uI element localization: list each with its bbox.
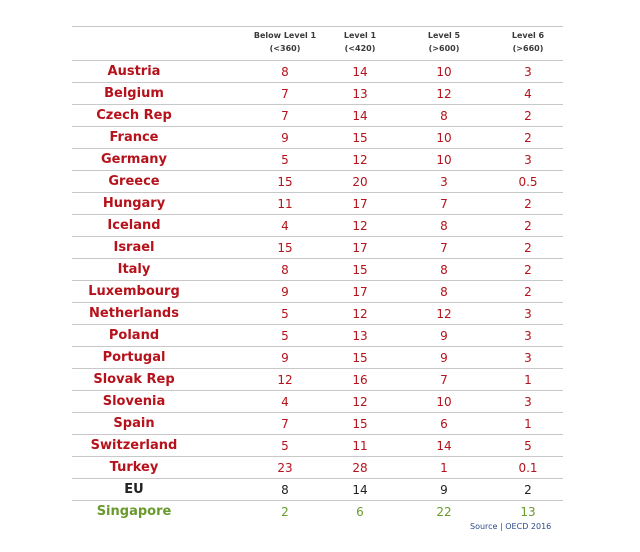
country-label: Singapore — [96, 504, 172, 519]
country-label: Spain — [113, 416, 155, 431]
value-cell: 14 — [436, 439, 452, 453]
header-sub: (>600) — [428, 44, 460, 53]
value-cell: 2 — [524, 263, 532, 277]
value-cell: 9 — [281, 351, 289, 365]
header-label: Level 1 — [343, 31, 377, 40]
country-label: Israel — [113, 240, 155, 255]
value-cell: 3 — [524, 351, 532, 365]
value-cell: 23 — [277, 461, 293, 475]
value-cell: 5 — [281, 307, 289, 321]
value-cell: 10 — [436, 65, 452, 79]
value-cell: 2 — [524, 131, 532, 145]
value-cell: 4 — [281, 395, 289, 409]
value-cell: 3 — [524, 65, 532, 79]
value-cell: 12 — [436, 307, 452, 321]
value-cell: 17 — [352, 285, 368, 299]
value-cell: 15 — [352, 417, 368, 431]
table-row — [72, 149, 563, 171]
header-sub: (>660) — [512, 44, 544, 53]
value-cell: 1 — [524, 373, 532, 387]
value-cell: 12 — [352, 307, 368, 321]
country-label: Luxembourg — [88, 284, 180, 299]
table-row — [72, 435, 563, 457]
value-cell: 3 — [524, 395, 532, 409]
value-cell: 8 — [281, 263, 289, 277]
header-label: Level 6 — [511, 31, 545, 40]
value-cell: 2 — [281, 505, 289, 519]
table-row — [72, 83, 563, 105]
value-cell: 16 — [352, 373, 368, 387]
table-row — [72, 105, 563, 127]
value-cell: 8 — [281, 65, 289, 79]
country-label: EU — [124, 482, 144, 497]
value-cell: 7 — [281, 109, 289, 123]
value-cell: 10 — [436, 395, 452, 409]
country-label: Italy — [117, 262, 151, 277]
value-cell: 5 — [281, 439, 289, 453]
value-cell: 6 — [356, 505, 364, 519]
value-cell: 4 — [524, 87, 532, 101]
value-cell: 17 — [352, 197, 368, 211]
value-cell: 15 — [277, 175, 293, 189]
value-cell: 3 — [524, 307, 532, 321]
value-cell: 3 — [440, 175, 448, 189]
value-cell: 8 — [440, 219, 448, 233]
table-row — [72, 281, 563, 303]
value-cell: 8 — [440, 285, 448, 299]
value-cell: 7 — [440, 241, 448, 255]
table-row — [72, 347, 563, 369]
value-cell: 17 — [352, 241, 368, 255]
value-cell: 3 — [524, 153, 532, 167]
table-row — [72, 237, 563, 259]
value-cell: 2 — [524, 197, 532, 211]
value-cell: 12 — [352, 395, 368, 409]
country-label: Germany — [101, 152, 167, 167]
country-label: Switzerland — [90, 438, 178, 453]
data-table — [72, 26, 563, 522]
value-cell: 5 — [281, 329, 289, 343]
value-cell: 3 — [524, 329, 532, 343]
value-cell: 1 — [440, 461, 448, 475]
value-cell: 15 — [277, 241, 293, 255]
table-row — [72, 259, 563, 281]
header-level-5 — [399, 29, 489, 55]
value-cell: 10 — [436, 131, 452, 145]
value-cell: 2 — [524, 483, 532, 497]
value-cell: 20 — [352, 175, 368, 189]
value-cell: 12 — [352, 219, 368, 233]
table-row — [72, 391, 563, 413]
value-cell: 22 — [436, 505, 452, 519]
table-row — [72, 171, 563, 193]
table-header — [72, 26, 563, 61]
value-cell: 0.5 — [518, 175, 538, 189]
value-cell: 15 — [352, 131, 368, 145]
header-label: Level 5 — [427, 31, 461, 40]
value-cell: 9 — [281, 285, 289, 299]
country-label: Czech Rep — [96, 108, 172, 123]
table-row — [72, 479, 563, 501]
table-row — [72, 413, 563, 435]
header-sub: (<360) — [269, 44, 301, 53]
value-cell: 2 — [524, 219, 532, 233]
table-body — [72, 61, 563, 522]
value-cell: 11 — [352, 439, 368, 453]
header-level-1 — [315, 29, 405, 55]
country-label: Iceland — [107, 218, 161, 233]
value-cell: 8 — [440, 263, 448, 277]
value-cell: 4 — [281, 219, 289, 233]
value-cell: 15 — [352, 263, 368, 277]
value-cell: 12 — [277, 373, 293, 387]
value-cell: 2 — [524, 285, 532, 299]
country-label: Netherlands — [89, 306, 179, 321]
table-row — [72, 501, 563, 522]
value-cell: 28 — [352, 461, 368, 475]
table-row — [72, 215, 563, 237]
value-cell: 9 — [440, 351, 448, 365]
table-row — [72, 325, 563, 347]
value-cell: 0.1 — [518, 461, 538, 475]
value-cell: 2 — [524, 241, 532, 255]
country-label: France — [109, 130, 159, 145]
value-cell: 8 — [281, 483, 289, 497]
table-row — [72, 193, 563, 215]
table-row — [72, 457, 563, 479]
value-cell: 2 — [524, 109, 532, 123]
source-note: Source | OECD 2016 — [470, 522, 552, 531]
value-cell: 7 — [281, 417, 289, 431]
country-label: Austria — [107, 64, 161, 79]
value-cell: 15 — [352, 351, 368, 365]
country-label: Belgium — [104, 86, 164, 101]
value-cell: 6 — [440, 417, 448, 431]
header-level-6 — [483, 29, 573, 55]
value-cell: 5 — [281, 153, 289, 167]
table-row — [72, 303, 563, 325]
header-sub: (<420) — [344, 44, 376, 53]
country-label: Poland — [108, 328, 160, 343]
table-row — [72, 369, 563, 391]
value-cell: 14 — [352, 109, 368, 123]
value-cell: 9 — [281, 131, 289, 145]
value-cell: 11 — [277, 197, 293, 211]
country-label: Slovenia — [102, 394, 166, 409]
country-label: Greece — [108, 174, 160, 189]
value-cell: 10 — [436, 153, 452, 167]
value-cell: 14 — [352, 483, 368, 497]
value-cell: 13 — [352, 329, 368, 343]
value-cell: 5 — [524, 439, 532, 453]
value-cell: 7 — [281, 87, 289, 101]
country-label: Hungary — [102, 196, 166, 211]
table-row — [72, 61, 563, 83]
value-cell: 12 — [436, 87, 452, 101]
value-cell: 8 — [440, 109, 448, 123]
value-cell: 7 — [440, 197, 448, 211]
value-cell: 12 — [352, 153, 368, 167]
value-cell: 13 — [520, 505, 536, 519]
value-cell: 1 — [524, 417, 532, 431]
value-cell: 13 — [352, 87, 368, 101]
value-cell: 9 — [440, 329, 448, 343]
country-label: Portugal — [102, 350, 166, 365]
header-label: Below Level 1 — [253, 31, 317, 40]
table-row — [72, 127, 563, 149]
value-cell: 7 — [440, 373, 448, 387]
country-label: Slovak Rep — [93, 372, 175, 387]
value-cell: 9 — [440, 483, 448, 497]
value-cell: 14 — [352, 65, 368, 79]
country-label: Turkey — [109, 460, 159, 475]
